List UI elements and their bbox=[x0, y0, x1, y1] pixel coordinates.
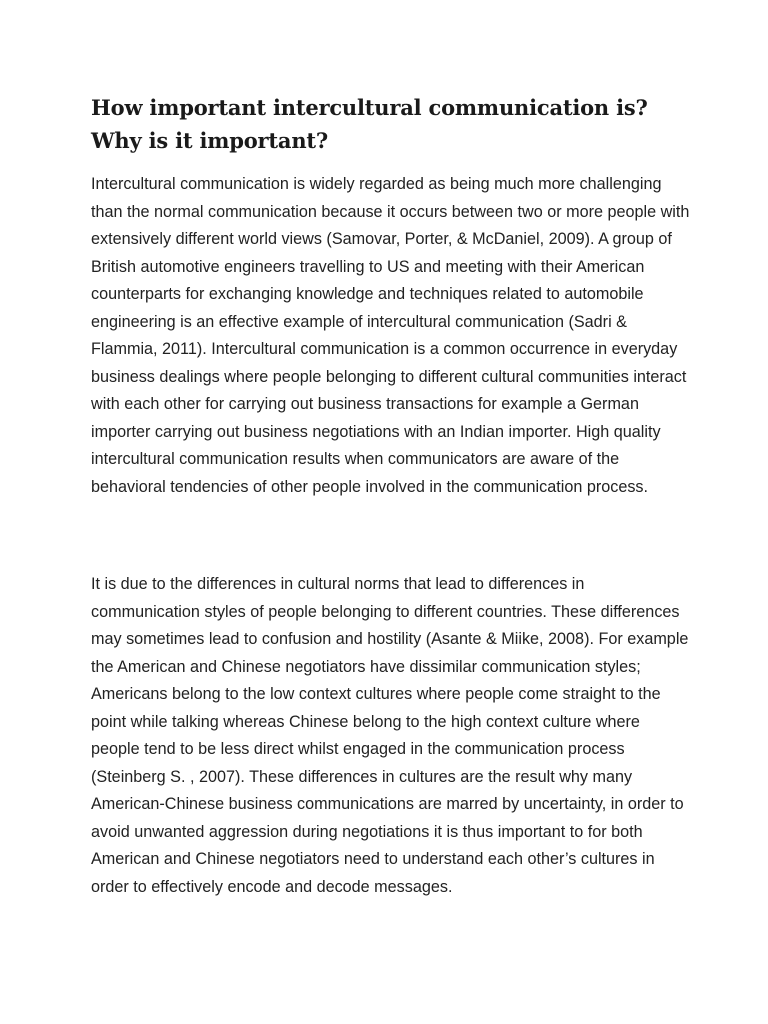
document-title: How important intercultural communication is? Why is it important? bbox=[91, 95, 648, 153]
body-paragraph-2: It is due to the differences in cultural norms that lead to differences in communication styles of people belonging to different countries. These differences may sometimes lead to confusion and hostility (Asante & Miike, 2008). For example the American and Chinese negotiators have dissimilar communication styles; Americans belong to the low context cultures where people come straight to the point while talking whereas Chinese belong to the high context culture where people tend to be less direct whilst engaged in the communication process (Steinberg S. , 2007). These differences in cultures are the result why many American-Chinese business communications are marred by uncertainty, in order to avoid unwanted aggression during negotiations it is thus important to for both American and Chinese negotiators need to understand each other’s cultures in order to effectively encode and decode messages. bbox=[91, 575, 689, 896]
body-paragraph-1: Intercultural communication is widely regarded as being much more challenging than the normal communication because it occurs between two or more people with extensively different world views (Samovar, Porter, & McDaniel, 2009). A group of British automotive engineers travelling to US and meeting with their American counterparts for exchanging knowledge and techniques related to automobile engineering is an effective example of intercultural communication (Sadri & Flammia, 2011). Intercultural communication is a common occurrence in everyday business dealings where people belonging to different cultural communities interact with each other for carrying out business transactions for example a German importer carrying out business negotiations with an Indian importer. High quality intercultural communication results when communicators are aware of the behavioral tendencies of other people involved in the communication process. bbox=[91, 175, 690, 496]
